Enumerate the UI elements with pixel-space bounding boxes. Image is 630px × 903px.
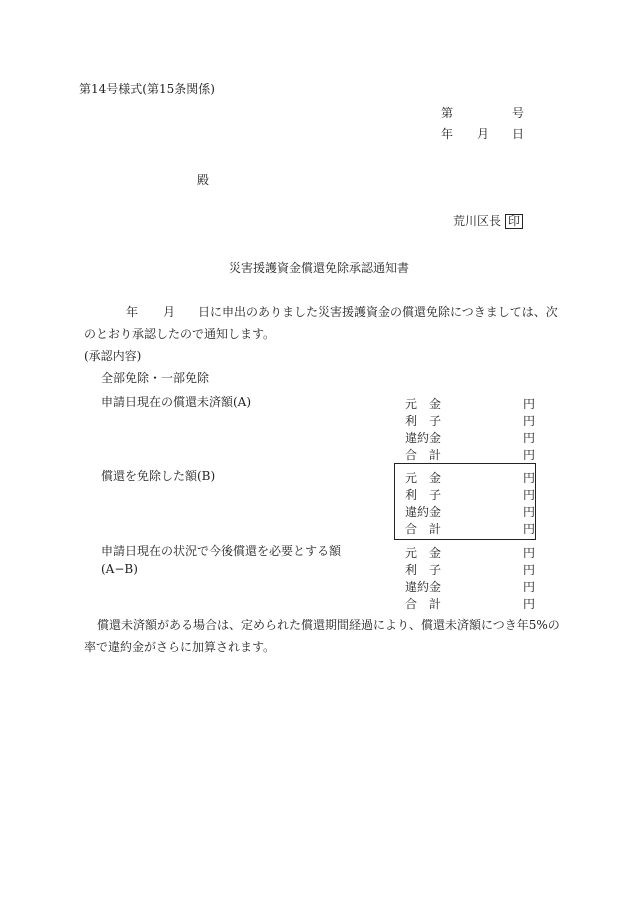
section-label-remaining-sub: (A−B) [101,562,138,576]
section-label-outstanding: 申請日現在の償還未済額(A) [101,395,252,409]
amount-interest-a: 利 子 円 [405,414,535,428]
amount-penalty-b: 違約金 円 [405,505,535,519]
document-number-prefix: 第 [441,106,454,120]
document-title: 災害援護資金償還免除承認通知書 [229,261,410,275]
amount-total-a: 合 計 円 [405,448,535,462]
amount-total-b: 合 計 円 [405,522,535,536]
amount-total-remaining: 合 計 円 [405,597,535,611]
date-month: 月 [477,127,490,141]
issuer-title: 荒川区長 [453,214,502,228]
date-year: 年 [441,127,454,141]
exemption-type: 全部免除・一部免除 [101,371,210,385]
section-label-exempted: 償還を免除した額(B) [101,469,216,483]
body-date-month: 月 [163,305,176,319]
document-number-suffix: 号 [512,106,525,120]
amount-penalty-a: 違約金 円 [405,431,535,445]
form-number: 第14号様式(第15条関係) [79,82,215,96]
amount-interest-remaining: 利 子 円 [405,563,535,577]
amount-principal-remaining: 元 金 円 [405,546,535,560]
approval-heading: (承認内容) [84,349,142,363]
body-text-line2: のとおり承認したので通知します。 [84,327,276,341]
amount-penalty-remaining: 違約金 円 [405,580,535,594]
footer-note-line1: 償還未済額がある場合は、定められた償還期間経過により、償還未済額につき年5%の [97,618,560,632]
amount-interest-b: 利 子 円 [405,488,535,502]
section-label-remaining: 申請日現在の状況で今後償還を必要とする額 [101,544,342,558]
body-text-line1: 日に申出のありました災害援護資金の償還免除につきましては、次 [198,305,558,319]
footer-note-line2: 率で違約金がさらに加算されます。 [84,640,276,654]
body-date-year: 年 [126,305,139,319]
amount-principal-a: 元 金 円 [405,397,535,411]
addressee-suffix: 殿 [197,173,210,187]
amount-principal-b: 元 金 円 [405,471,535,485]
issuer [453,214,523,229]
date-day: 日 [512,127,525,141]
seal-mark: 印 [505,214,523,229]
